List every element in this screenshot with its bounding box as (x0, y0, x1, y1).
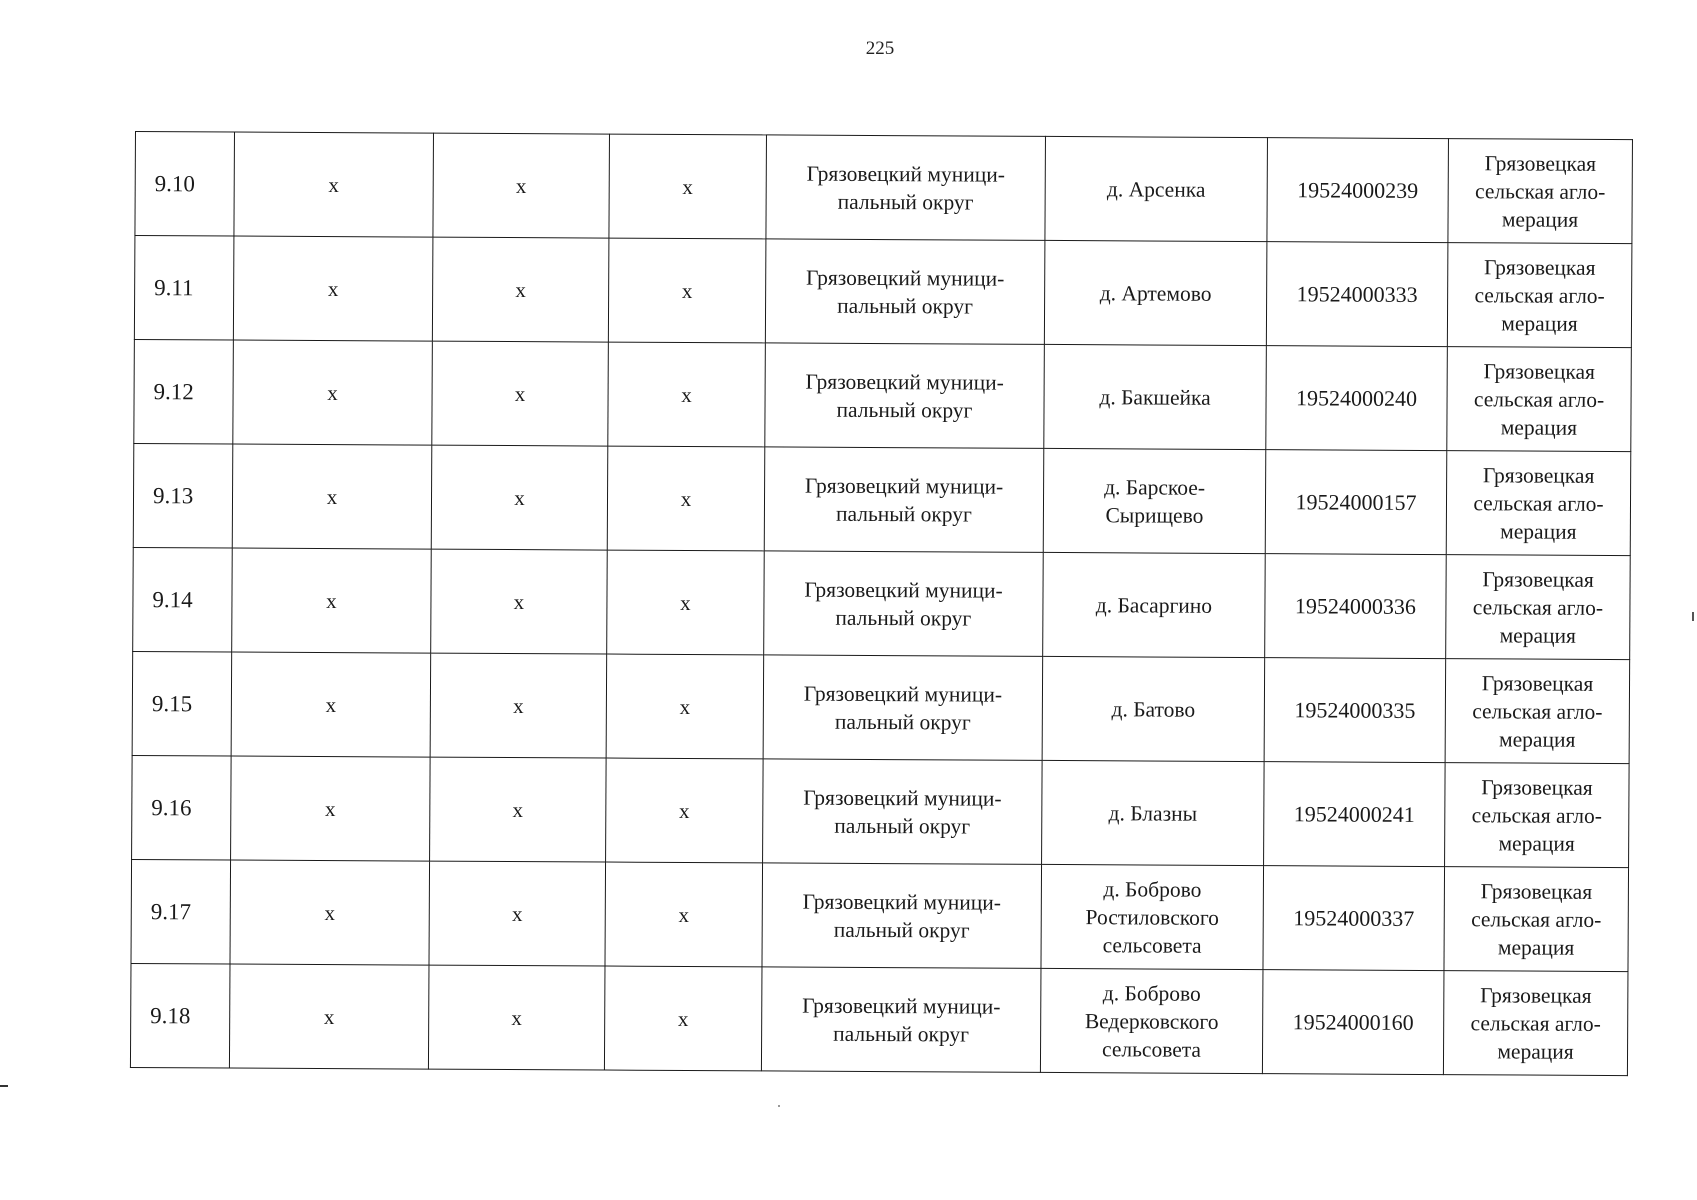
mark-cell: x (231, 756, 431, 861)
mark-cell: x (430, 757, 607, 862)
settlement-cell: д. Блазны (1042, 760, 1265, 865)
mark-cell: x (429, 861, 606, 966)
district-cell: Грязовецкий муници- пальный округ (762, 863, 1042, 969)
agglomeration-cell: Грязовецкая сельская агло- мерация (1446, 555, 1631, 660)
mark-cell: x (608, 238, 766, 343)
mark-cell: x (432, 341, 609, 446)
oktmo-code-cell: 19524000160 (1262, 970, 1444, 1075)
settlement-cell: д. Артемово (1044, 240, 1267, 345)
row-number-cell: 9.12 (134, 339, 234, 444)
row-number-cell: 9.18 (130, 963, 230, 1068)
oktmo-code-cell: 19524000240 (1266, 346, 1448, 451)
settlement-cell: д. Батово (1042, 656, 1265, 761)
oktmo-code-cell: 19524000337 (1263, 866, 1445, 971)
district-cell: Грязовецкий муници- пальный округ (765, 343, 1045, 449)
agglomeration-cell: Грязовецкая сельская агло- мерация (1445, 659, 1630, 764)
scan-speck (778, 1105, 780, 1107)
district-cell: Грязовецкий муници- пальный округ (766, 135, 1046, 241)
mark-cell: x (230, 860, 430, 965)
district-cell: Грязовецкий муници- пальный округ (765, 239, 1045, 345)
settlement-cell: д. Боброво Ростиловского сельсовета (1041, 864, 1264, 969)
district-cell: Грязовецкий муници- пальный округ (764, 447, 1044, 553)
oktmo-code-cell: 19524000239 (1267, 138, 1449, 243)
mark-cell: x (428, 965, 605, 1070)
table-row (134, 339, 1632, 451)
table-row (134, 236, 1632, 348)
row-number-cell: 9.16 (132, 755, 232, 860)
mark-cell: x (604, 966, 762, 1071)
settlement-cell: д. Барское- Сырищево (1043, 448, 1266, 553)
agglomeration-cell: Грязовецкая сельская агло- мерация (1444, 867, 1629, 972)
mark-cell: x (433, 133, 610, 238)
table-row (131, 859, 1629, 971)
mark-cell: x (608, 342, 766, 447)
table-row (130, 963, 1628, 1075)
row-number-cell: 9.14 (133, 547, 233, 652)
district-cell: Грязовецкий муници- пальный округ (763, 655, 1043, 761)
margin-mark (1692, 612, 1694, 621)
table-row (133, 443, 1631, 555)
mark-cell: x (231, 652, 431, 757)
settlement-cell: д. Арсенка (1045, 136, 1268, 241)
mark-cell: x (431, 445, 608, 550)
settlements-table-wrapper (130, 131, 1632, 1076)
oktmo-code-cell: 19524000241 (1264, 762, 1446, 867)
row-number-cell: 9.13 (133, 443, 233, 548)
mark-cell: x (234, 132, 434, 237)
margin-mark (0, 1085, 8, 1087)
table-row (135, 132, 1633, 244)
mark-cell: x (229, 964, 429, 1069)
oktmo-code-cell: 19524000157 (1265, 450, 1447, 555)
row-number-cell: 9.10 (135, 132, 235, 237)
mark-cell: x (233, 236, 433, 341)
oktmo-code-cell: 19524000336 (1265, 554, 1447, 659)
mark-cell: x (605, 862, 763, 967)
mark-cell: x (609, 134, 767, 239)
settlements-table (130, 131, 1633, 1076)
district-cell: Грязовецкий муници- пальный округ (764, 551, 1044, 657)
settlement-cell: д. Басаргино (1043, 552, 1266, 657)
agglomeration-cell: Грязовецкая сельская агло- мерация (1447, 243, 1632, 348)
mark-cell: x (431, 549, 608, 654)
mark-cell: x (606, 654, 764, 759)
agglomeration-cell: Грязовецкая сельская агло- мерация (1443, 971, 1628, 1076)
mark-cell: x (607, 550, 765, 655)
district-cell: Грязовецкий муници- пальный округ (763, 759, 1043, 865)
agglomeration-cell: Грязовецкая сельская агло- мерация (1448, 139, 1633, 244)
row-number-cell: 9.11 (134, 236, 234, 341)
mark-cell: x (432, 237, 609, 342)
table-body (130, 132, 1632, 1076)
agglomeration-cell: Грязовецкая сельская агло- мерация (1445, 763, 1630, 868)
agglomeration-cell: Грязовецкая сельская агло- мерация (1446, 451, 1631, 556)
mark-cell: x (232, 548, 432, 653)
settlement-cell: д. Боброво Ведерковского сельсовета (1040, 968, 1263, 1073)
table-row (133, 547, 1631, 659)
mark-cell: x (232, 444, 432, 549)
page-number: 225 (865, 38, 895, 59)
mark-cell: x (606, 758, 764, 863)
mark-cell: x (233, 340, 433, 445)
oktmo-code-cell: 19524000335 (1264, 658, 1446, 763)
district-cell: Грязовецкий муници- пальный округ (761, 967, 1041, 1073)
agglomeration-cell: Грязовецкая сельская агло- мерация (1447, 347, 1632, 452)
row-number-cell: 9.17 (131, 859, 231, 964)
settlement-cell: д. Бакшейка (1044, 344, 1267, 449)
table-row (132, 755, 1630, 867)
row-number-cell: 9.15 (132, 651, 232, 756)
mark-cell: x (607, 446, 765, 551)
oktmo-code-cell: 19524000333 (1266, 242, 1448, 347)
table-row (132, 651, 1630, 763)
mark-cell: x (430, 653, 607, 758)
